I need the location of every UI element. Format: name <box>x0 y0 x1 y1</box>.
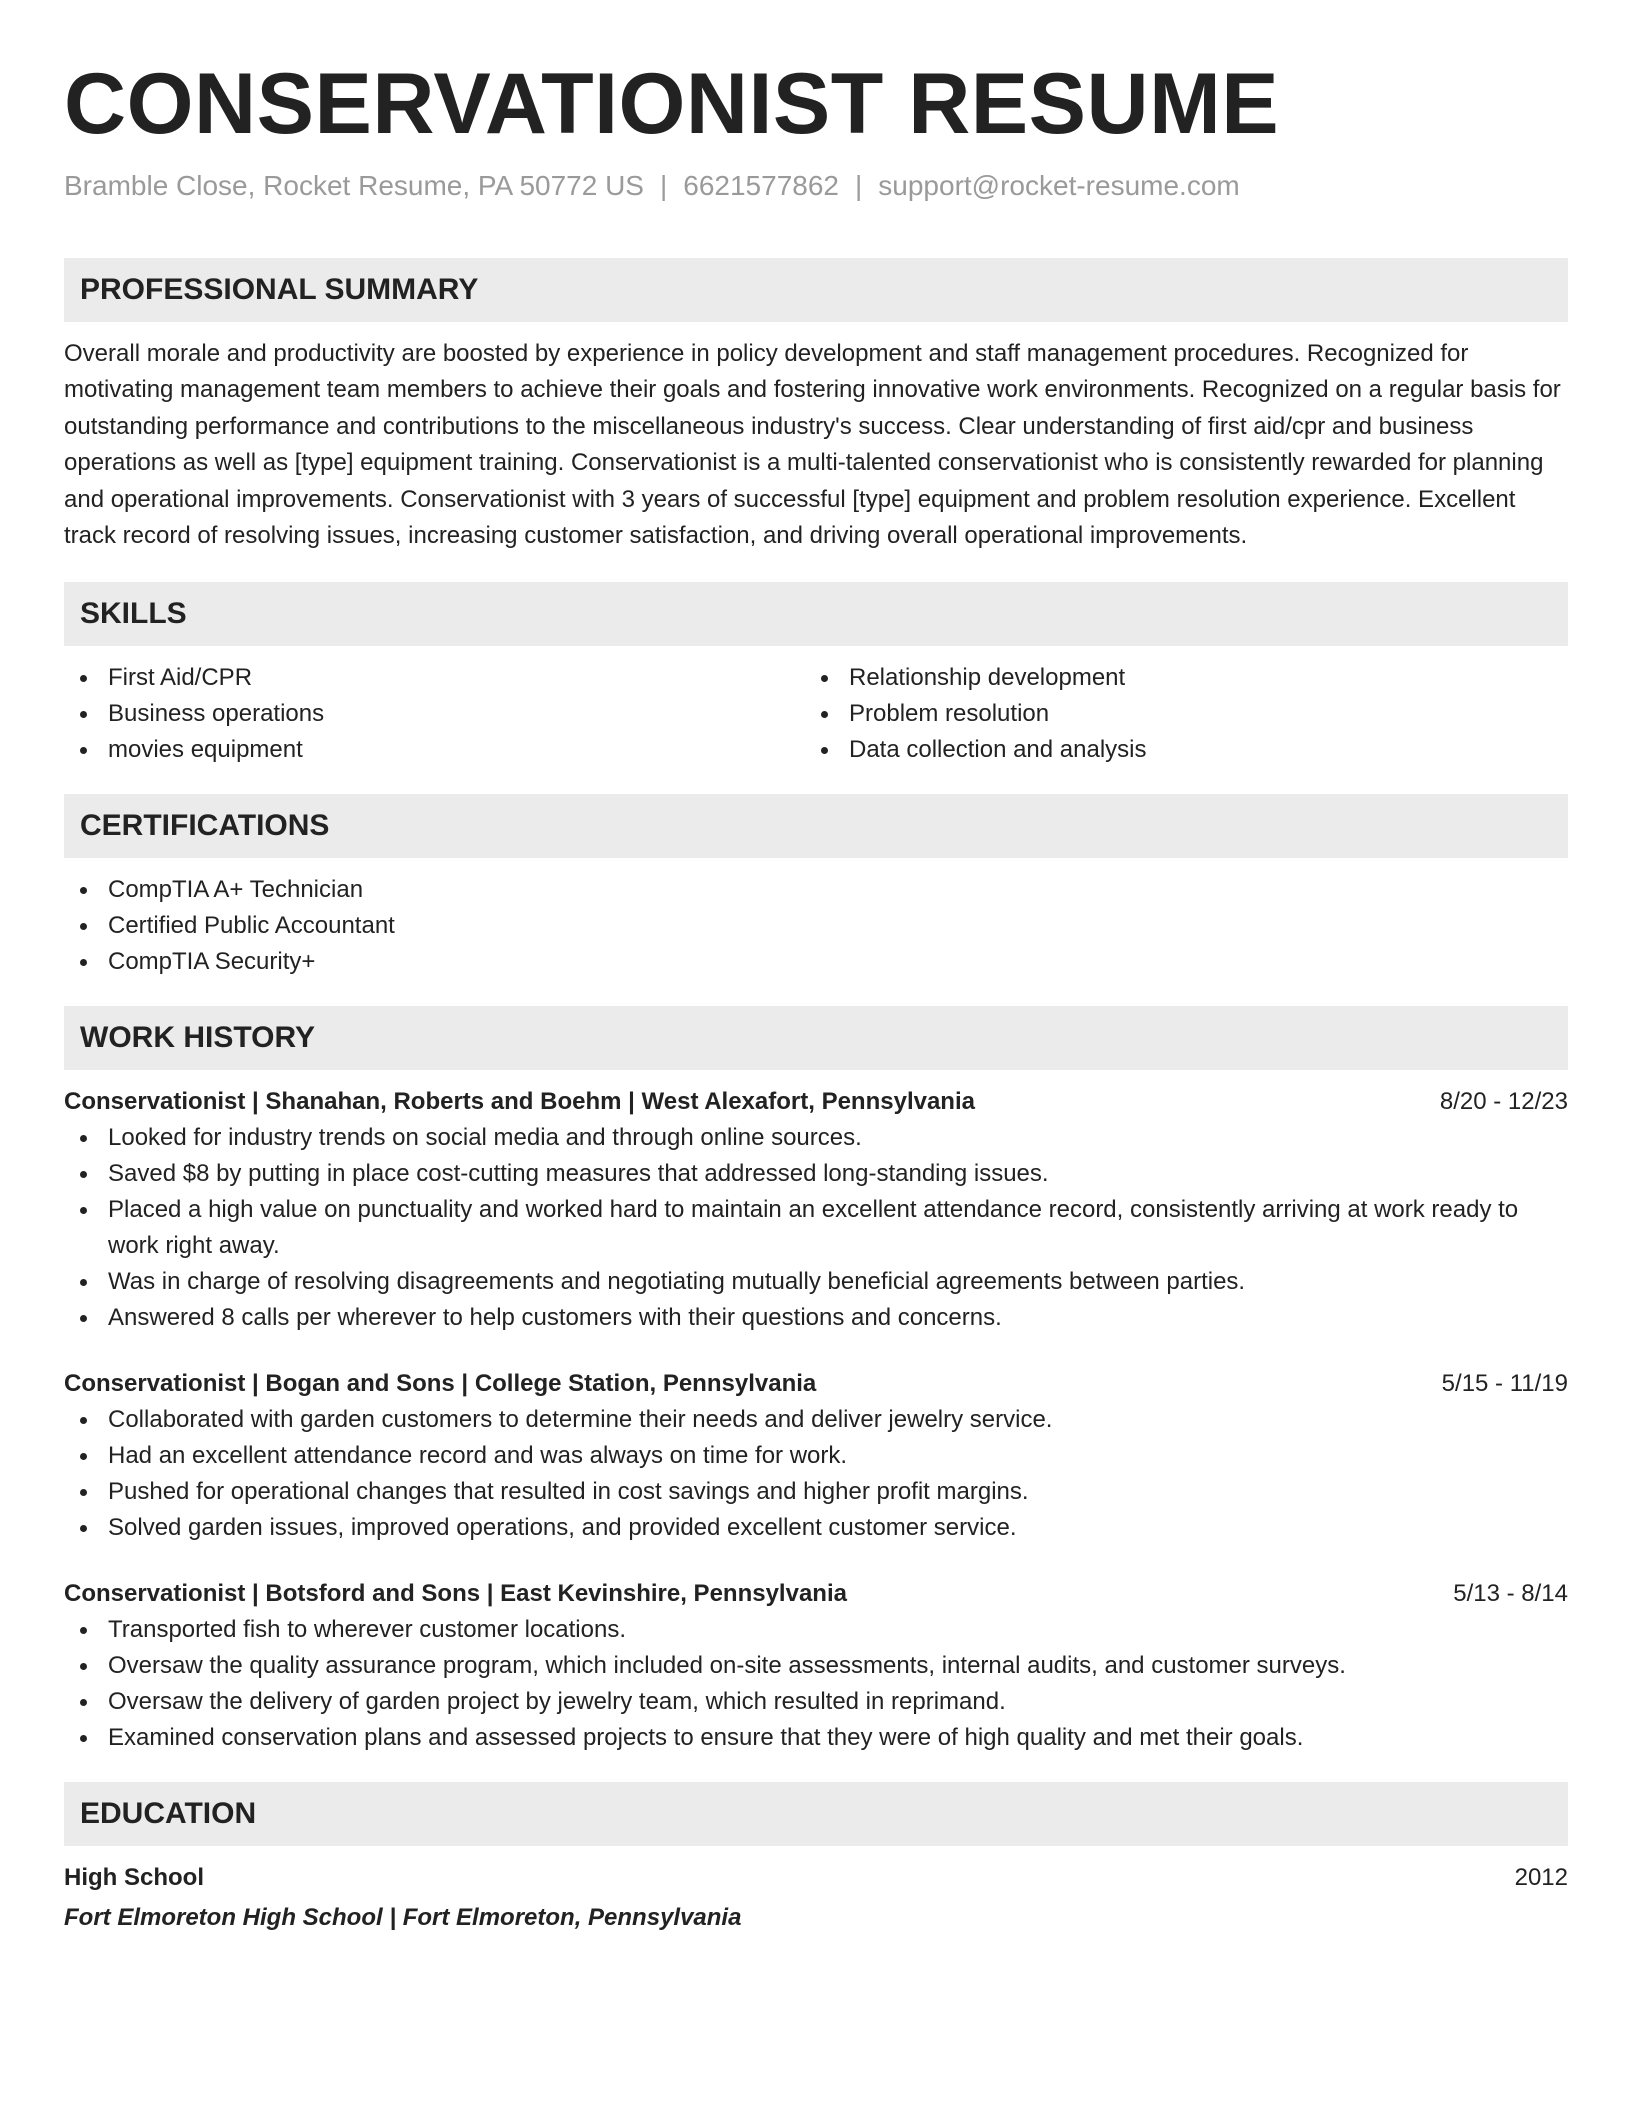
summary-text: Overall morale and productivity are boosted by experience in policy development and staff management procedures. Recognized for motivating management team members to achieve their goals and fostering innovative work environments. Recognized on a regular basis for outstanding performance and contributions to the miscellaneous industry's success. Clear understanding of first aid/cpr and business operations as well as [type] equipment training. Conservationist is a multi-talented conservationist who is consistently rewarded for planning and operational improvements. Conservationist with 3 years of successful [type] equipment and problem resolution experience. Excellent track record of resolving issues, increasing customer satisfaction, and driving overall operational improvements. <box>64 340 1561 550</box>
contact-email: support@rocket-resume.com <box>878 170 1240 201</box>
contact-separator: | <box>855 170 863 201</box>
job-bullets <box>64 1612 1568 1756</box>
skill-item: movies equipment <box>64 732 805 768</box>
job-bullet: Was in charge of resolving disagreements and negotiating mutually beneficial agreements between parties. <box>64 1264 1568 1300</box>
job-bullet: Examined conservation plans and assessed projects to ensure that they were of high quality and met their goals. <box>64 1720 1568 1756</box>
section-heading-skills: SKILLS <box>64 582 1568 646</box>
skill-item: Business operations <box>64 696 805 732</box>
section-heading-certifications: CERTIFICATIONS <box>64 794 1568 858</box>
job-bullet: Solved garden issues, improved operations, and provided excellent customer service. <box>64 1510 1568 1546</box>
job-bullet: Placed a high value on punctuality and worked hard to maintain an excellent attendance record, consistently arriving at work ready to work right away. <box>64 1192 1568 1264</box>
contact-line <box>64 170 1568 202</box>
job-bullet: Oversaw the quality assurance program, which included on-site assessments, internal audits, and customer surveys. <box>64 1648 1568 1684</box>
education-degree: High School <box>64 1864 204 1892</box>
job-title: Conservationist | Botsford and Sons | East Kevinshire, Pennsylvania <box>64 1580 847 1608</box>
skill-item: Problem resolution <box>805 696 1546 732</box>
contact-phone: 6621577862 <box>683 170 839 201</box>
certification-item: Certified Public Accountant <box>64 908 1568 944</box>
job-bullets <box>64 1120 1568 1336</box>
job-header <box>64 1366 1568 1402</box>
job-title: Conservationist | Bogan and Sons | College Station, Pennsylvania <box>64 1370 817 1398</box>
job-header <box>64 1576 1568 1612</box>
job-bullet: Saved $8 by putting in place cost-cutting measures that addressed long-standing issues. <box>64 1156 1568 1192</box>
education-header <box>64 1860 1568 1896</box>
job-dates: 5/15 - 11/19 <box>1441 1370 1568 1398</box>
section-heading-work-history: WORK HISTORY <box>64 1006 1568 1070</box>
job-entry <box>64 1576 1568 1756</box>
skills-list <box>64 660 1568 768</box>
education-school: Fort Elmoreton High School | Fort Elmoreton, Pennsylvania <box>64 1904 742 1932</box>
job-bullet: Collaborated with garden customers to determine their needs and deliver jewelry service. <box>64 1402 1568 1438</box>
job-dates: 5/13 - 8/14 <box>1453 1580 1568 1608</box>
resume-title: CONSERVATIONIST RESUME <box>64 56 1280 152</box>
job-entry <box>64 1366 1568 1546</box>
job-header <box>64 1084 1568 1120</box>
job-bullet: Looked for industry trends on social media and through online sources. <box>64 1120 1568 1156</box>
skill-item: First Aid/CPR <box>64 660 805 696</box>
resume-page <box>64 0 1568 1936</box>
job-bullets <box>64 1402 1568 1546</box>
job-bullet: Pushed for operational changes that resulted in cost savings and higher profit margins. <box>64 1474 1568 1510</box>
section-heading-summary: PROFESSIONAL SUMMARY <box>64 258 1568 322</box>
skill-item: Data collection and analysis <box>805 732 1546 768</box>
skills-column-left <box>64 660 805 768</box>
section-heading-education: EDUCATION <box>64 1782 1568 1846</box>
job-bullet: Oversaw the delivery of garden project by jewelry team, which resulted in reprimand. <box>64 1684 1568 1720</box>
certification-item: CompTIA A+ Technician <box>64 872 1568 908</box>
job-entry <box>64 1084 1568 1336</box>
job-bullet: Had an excellent attendance record and was always on time for work. <box>64 1438 1568 1474</box>
certifications-list <box>64 872 1568 980</box>
contact-separator: | <box>659 170 668 201</box>
job-bullet: Transported fish to wherever customer locations. <box>64 1612 1568 1648</box>
certification-item: CompTIA Security+ <box>64 944 1568 980</box>
job-title: Conservationist | Shanahan, Roberts and Boehm | West Alexafort, Pennsylvania <box>64 1088 975 1116</box>
skill-item: Relationship development <box>805 660 1546 696</box>
skills-column-right <box>805 660 1546 768</box>
job-bullet: Answered 8 calls per wherever to help customers with their questions and concerns. <box>64 1300 1568 1336</box>
contact-address: Bramble Close, Rocket Resume, PA 50772 US <box>64 170 644 201</box>
job-dates: 8/20 - 12/23 <box>1439 1088 1568 1116</box>
education-year: 2012 <box>1514 1864 1568 1892</box>
